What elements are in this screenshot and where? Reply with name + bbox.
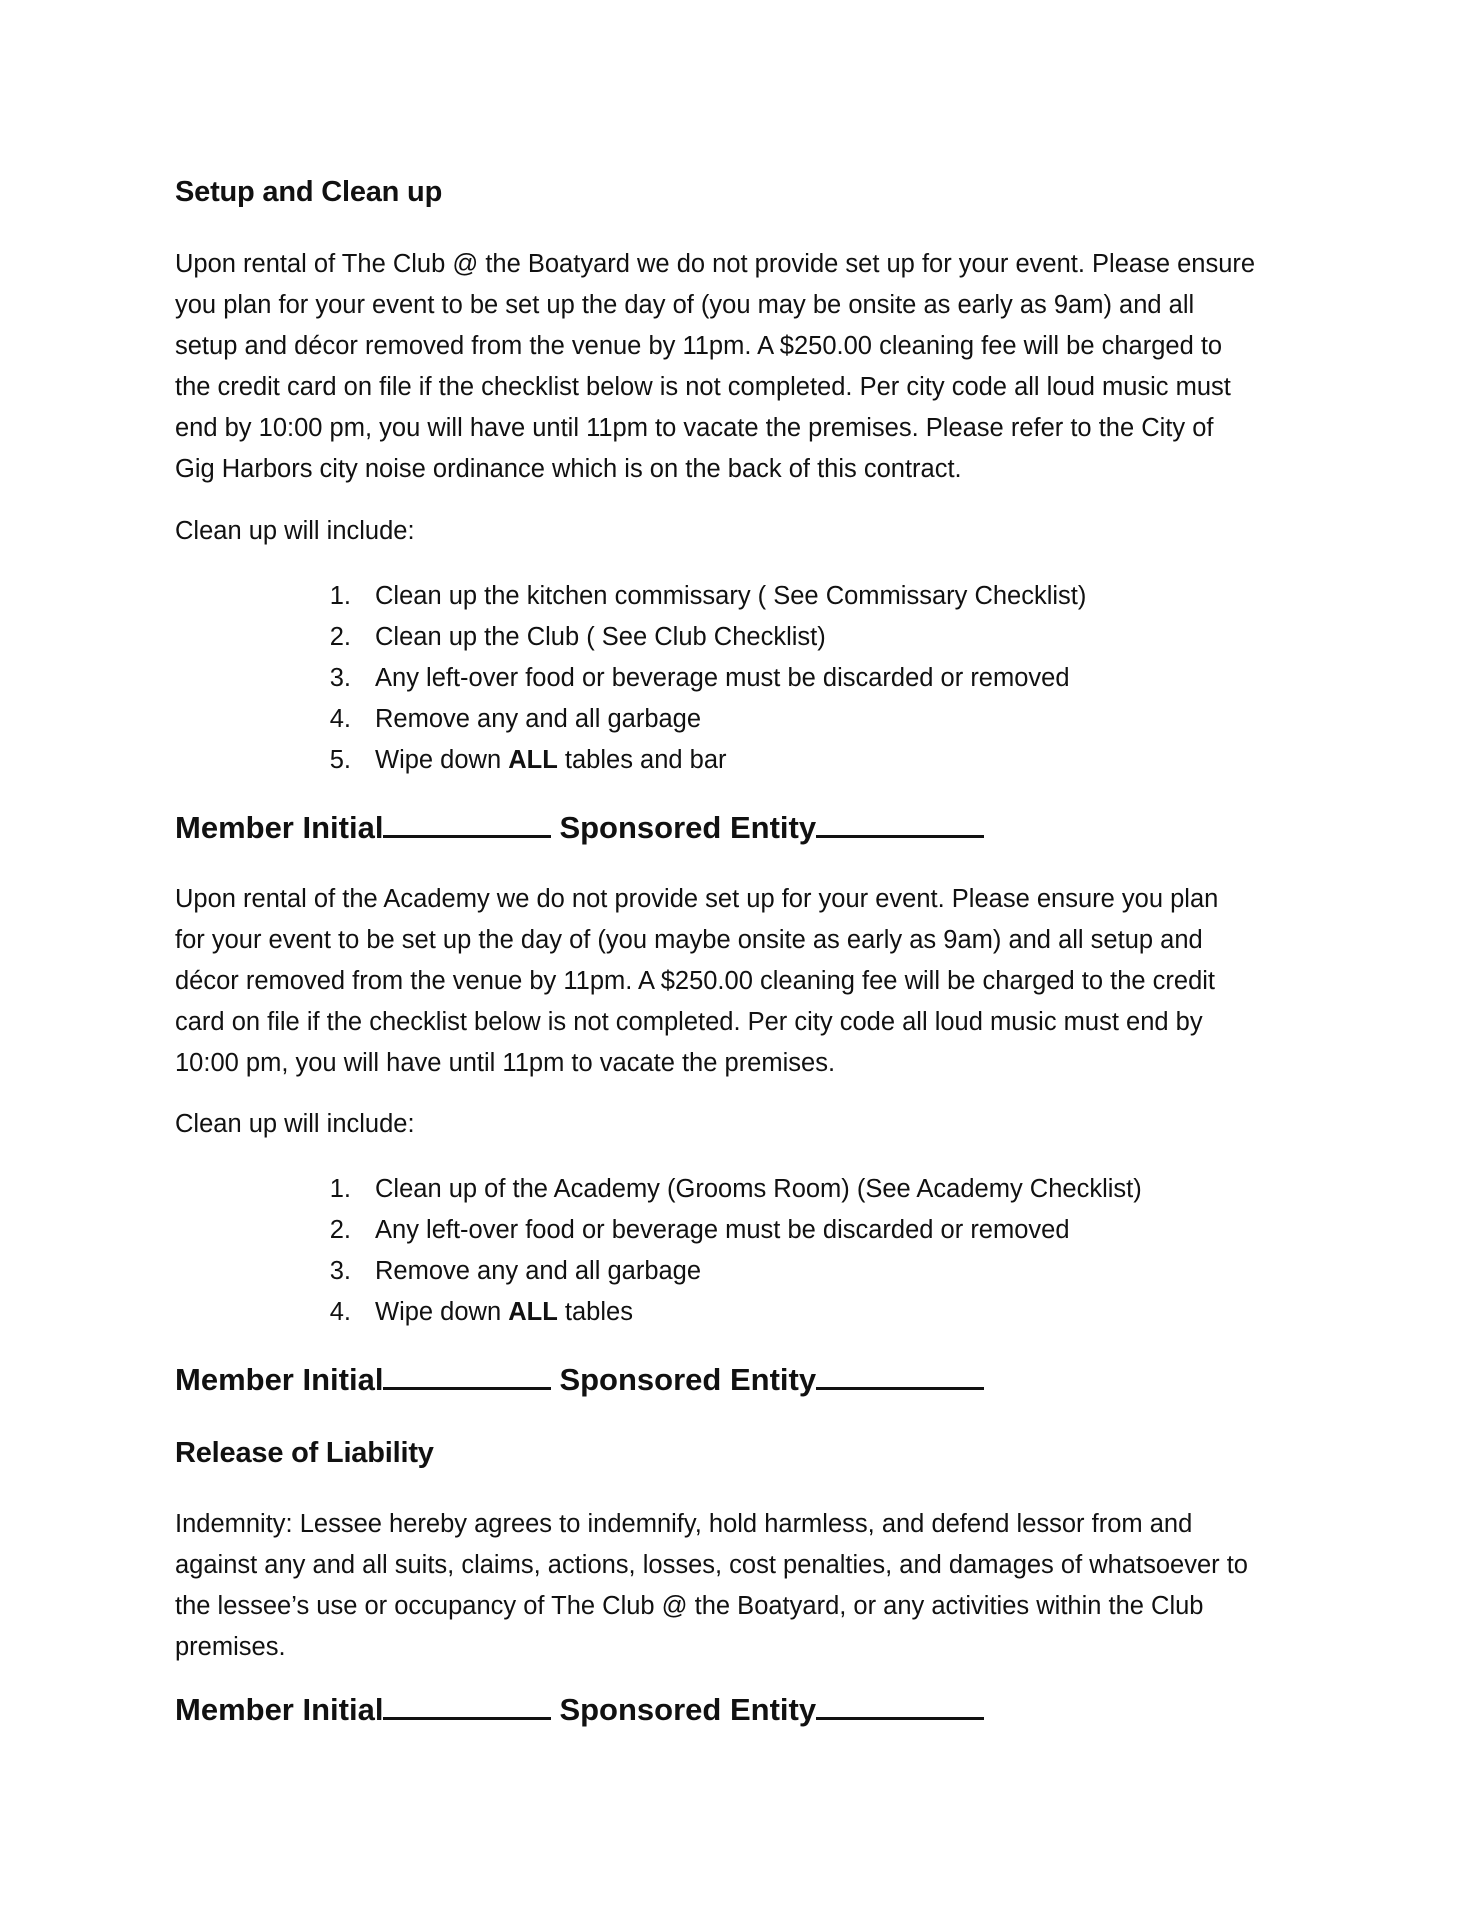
list-item: 2. Clean up the Club ( See Club Checklist) <box>329 623 826 651</box>
paragraph-line: Indemnity: Lessee hereby agrees to indemnify, hold harmless, and defend lessor from and <box>175 1510 1193 1538</box>
member-initial-field[interactable] <box>383 813 551 838</box>
member-initial-label: Member Initial <box>175 1362 384 1397</box>
sponsored-entity-field[interactable] <box>816 813 984 838</box>
section-title-setup: Setup and Clean up <box>175 176 443 208</box>
list-item: 3. Remove any and all garbage <box>329 1257 702 1285</box>
paragraph-line: the lessee’s use or occupancy of The Club @ the Boatyard, or any activities within the Club <box>175 1592 1204 1620</box>
paragraph-line: Gig Harbors city noise ordinance which is on the back of this contract. <box>175 455 962 483</box>
paragraph-line: the credit card on file if the checklist below is not completed. Per city code all loud music must <box>175 373 1231 401</box>
paragraph-line: Upon rental of the Academy we do not provide set up for your event. Please ensure you plan <box>175 885 1219 913</box>
initials-line-2 <box>175 1362 992 1398</box>
cleanup-label: Clean up will include: <box>175 517 415 545</box>
paragraph-line: setup and décor removed from the venue by 11pm. A $250.00 cleaning fee will be charged to <box>175 332 1223 360</box>
paragraph-line: décor removed from the venue by 11pm. A $250.00 cleaning fee will be charged to the credit <box>175 967 1215 995</box>
paragraph-line: you plan for your event to be set up the day of (you may be onsite as early as 9am) and all <box>175 291 1195 319</box>
paragraph-line: 10:00 pm, you will have until 11pm to vacate the premises. <box>175 1049 836 1077</box>
setup-paragraph <box>175 244 1315 490</box>
member-initial-field[interactable] <box>383 1365 551 1390</box>
section-title-liability: Release of Liability <box>175 1437 434 1469</box>
list-item: 2. Any left-over food or beverage must be discarded or removed <box>329 1216 1070 1244</box>
member-initial-field[interactable] <box>383 1695 551 1720</box>
paragraph-line: premises. <box>175 1633 286 1661</box>
list-item: 1. Clean up the kitchen commissary ( See Commissary Checklist) <box>329 582 1087 610</box>
paragraph-line: for your event to be set up the day of (you maybe onsite as early as 9am) and all setup and <box>175 926 1203 954</box>
initials-line-3 <box>175 1692 992 1728</box>
list-item: 5. Wipe down ALL tables and bar <box>329 746 727 774</box>
sponsored-entity-field[interactable] <box>816 1365 984 1390</box>
sponsored-entity-label: Sponsored Entity <box>559 1692 817 1727</box>
sponsored-entity-field[interactable] <box>816 1695 984 1720</box>
member-initial-label: Member Initial <box>175 1692 384 1727</box>
sponsored-entity-label: Sponsored Entity <box>559 810 817 845</box>
paragraph-line: end by 10:00 pm, you will have until 11pm to vacate the premises. Please refer to the City of <box>175 414 1214 442</box>
paragraph-line: against any and all suits, claims, actions, losses, cost penalties, and damages of whatsoever to <box>175 1551 1248 1579</box>
list-item: 1. Clean up of the Academy (Grooms Room) (See Academy Checklist) <box>329 1175 1142 1203</box>
liability-paragraph <box>175 1504 1315 1668</box>
sponsored-entity-label: Sponsored Entity <box>559 1362 817 1397</box>
paragraph-line: card on file if the checklist below is not completed. Per city code all loud music must end by <box>175 1008 1203 1036</box>
list-item: 3. Any left-over food or beverage must be discarded or removed <box>329 664 1070 692</box>
paragraph-line: Upon rental of The Club @ the Boatyard we do not provide set up for your event. Please ensure <box>175 250 1256 278</box>
list-item: 4. Remove any and all garbage <box>329 705 702 733</box>
academy-paragraph <box>175 879 1315 1084</box>
member-initial-label: Member Initial <box>175 810 384 845</box>
initials-line-1 <box>175 810 992 846</box>
club-cleanup-list <box>303 576 1086 781</box>
list-item: 4. Wipe down ALL tables <box>329 1298 633 1326</box>
cleanup-label: Clean up will include: <box>175 1110 415 1138</box>
academy-cleanup-list <box>303 1169 1142 1333</box>
